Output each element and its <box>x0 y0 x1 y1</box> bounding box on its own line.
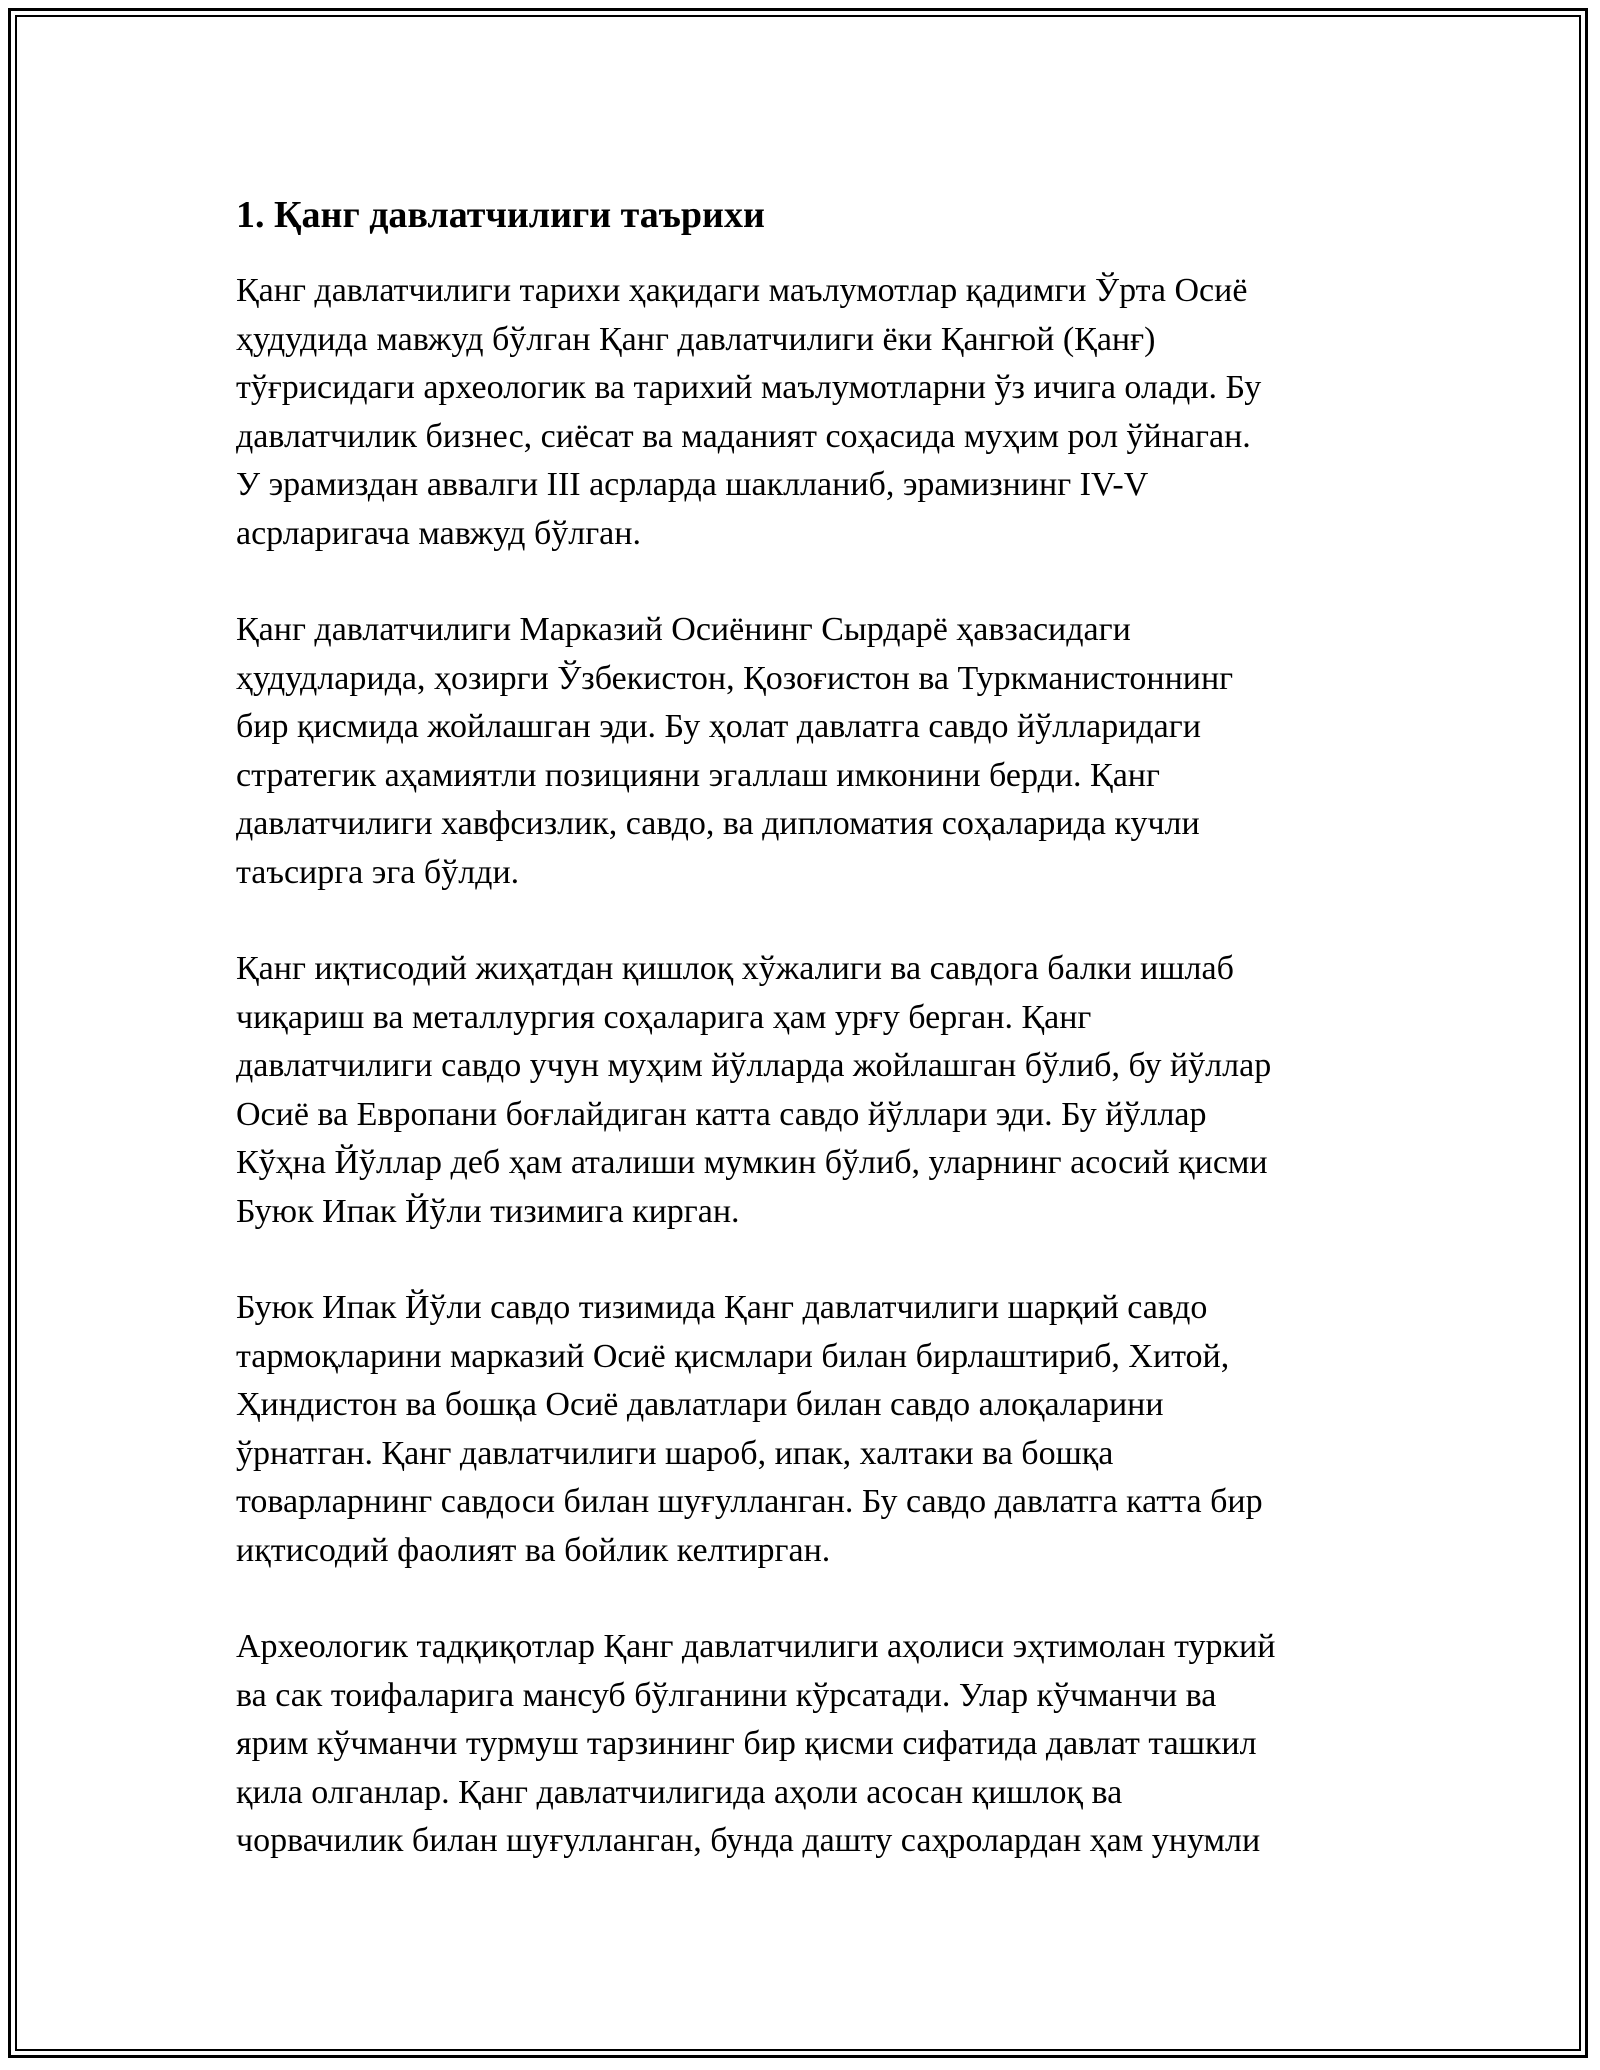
section-heading: 1. Қанг давлатчилиги таърихи <box>236 194 765 236</box>
text-line: Ҳиндистон ва бошқа Осиё давлатлари билан савдо алоқаларини <box>236 1386 1164 1423</box>
text-line: Буюк Ипак Йўли тизимига кирган. <box>236 1192 740 1230</box>
text-line: Қанг иқтисодий жиҳатдан қишлоқ хўжалиги ва савдога балки ишлаб <box>236 950 1234 987</box>
text-line: Кўҳна Йўллар деб ҳам аталиши мумкин бўлиб, уларнинг асосий қисми <box>236 1144 1268 1181</box>
text-line: ярим кўчманчи турмуш тарзининг бир қисми сифатида давлат ташкил <box>236 1725 1257 1762</box>
paragraph-3 <box>236 945 1386 1236</box>
text-line: таъсирга эга бўлди. <box>236 853 520 891</box>
text-line: асрларигача мавжуд бўлган. <box>236 514 641 552</box>
text-line: бир қисмида жойлашган эди. Бу ҳолат давлатга савдо йўлларидаги <box>236 708 1201 745</box>
paragraph-4 <box>236 1284 1386 1575</box>
text-line: товарларнинг савдоси билан шуғулланган. Бу савдо давлатга катта бир <box>236 1483 1263 1520</box>
text-line: Қанг давлатчилиги тарихи ҳақидаги маълумотлар қадимги Ўрта Осиё <box>236 272 1248 309</box>
text-line: давлатчилиги хавфсизлик, савдо, ва дипломатия соҳаларида кучли <box>236 805 1200 842</box>
text-line: иқтисодий фаолият ва бойлик келтирган. <box>236 1531 831 1569</box>
text-line: давлатчилик бизнес, сиёсат ва маданият соҳасида муҳим рол ўйнаган. <box>236 417 1251 455</box>
paragraph-2 <box>236 606 1386 897</box>
text-line: Буюк Ипак Йўли савдо тизимида Қанг давлатчилиги шарқий савдо <box>236 1289 1208 1326</box>
text-line: ҳудудида мавжуд бўлган Қанг давлатчилиги ёки Қангюй (Қанғ) <box>236 320 1156 358</box>
text-line: У эрамиздан аввалги III асрларда шаклланиб, эрамизнинг IV-V <box>236 466 1149 503</box>
text-line: тармоқларини марказий Осиё қисмлари билан бирлаштириб, Хитой, <box>236 1337 1230 1375</box>
paragraph-1 <box>236 267 1386 558</box>
text-line: чиқариш ва металлургия соҳаларига ҳам урғу берган. Қанг <box>236 998 1092 1036</box>
text-line: давлатчилиги савдо учун муҳим йўлларда жойлашган бўлиб, бу йўллар <box>236 1047 1272 1084</box>
text-line: тўғрисидаги археологик ва тарихий маълумотларни ўз ичига олади. Бу <box>236 369 1262 406</box>
text-line: чорвачилик билан шуғулланган, бунда дашту саҳролардан ҳам унумли <box>236 1822 1261 1859</box>
text-line: ҳудудларида, ҳозирги Ўзбекистон, Қозоғистон ва Туркманистоннинг <box>236 659 1234 697</box>
paragraph-5 <box>236 1623 1386 1866</box>
text-line: Қанг давлатчилиги Марказий Осиёнинг Сырдарё ҳавзасидаги <box>236 611 1131 648</box>
document-body <box>236 185 1386 1914</box>
text-line: Археологик тадқиқотлар Қанг давлатчилиги аҳолиси эҳтимолан туркий <box>236 1628 1276 1665</box>
text-line: ўрнатган. Қанг давлатчилиги шароб, ипак, халтаки ва бошқа <box>236 1434 1114 1472</box>
text-line: стратегик аҳамиятли позицияни эгаллаш имконини берди. Қанг <box>236 756 1160 794</box>
text-line: қила олганлар. Қанг давлатчилигида аҳоли асосан қишлоқ ва <box>236 1773 1123 1811</box>
text-line: ва сак тоифаларига мансуб бўлганини кўрсатади. Улар кўчманчи ва <box>236 1676 1217 1714</box>
text-line: Осиё ва Европани боғлайдиган катта савдо йўллари эди. Бу йўллар <box>236 1095 1207 1133</box>
